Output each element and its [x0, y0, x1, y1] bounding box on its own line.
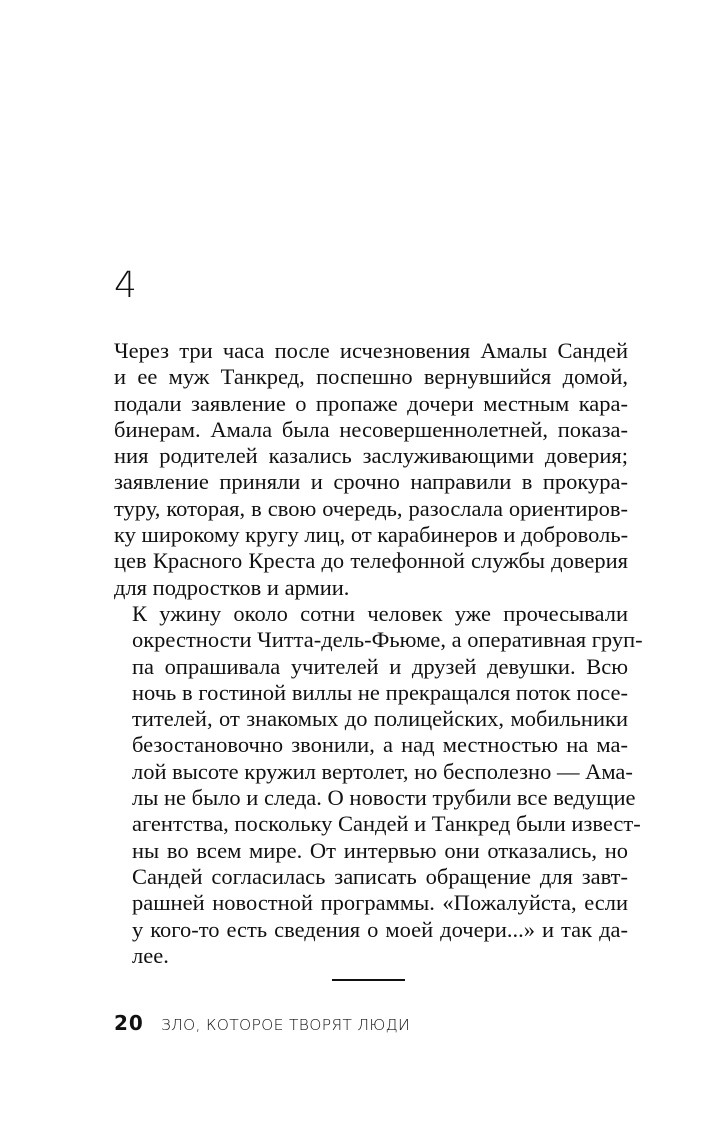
text-line: подали заявление о пропаже дочери местным кара-: [114, 390, 628, 416]
text-line: агентства, поскольку Сандей и Танкред были извест-: [132, 811, 641, 837]
text-line: лой высоте кружил вертолет, но бесполезно — Ама-: [132, 758, 633, 784]
text-line: ния родителей казались заслуживающими доверия;: [114, 443, 628, 469]
text-line: и ее муж Танкред, поспешно вернувшийся домой,: [114, 364, 628, 390]
page-footer: [114, 1011, 410, 1035]
text-line: для подростков и армии.: [114, 574, 350, 600]
text-line: бинерам. Амала была несовершеннолетней, показа-: [114, 416, 628, 442]
text-line: туру, которая, в свою очередь, разослала ориентиров-: [114, 495, 628, 521]
text-line: ночь в гостиной виллы не прекращался поток посе-: [132, 679, 628, 705]
page-number: 20: [114, 1011, 144, 1035]
text-line: у кого-то есть сведения о моей дочери...» и так да-: [132, 916, 628, 942]
text-line: безостановочно звонили, а над местностью на ма-: [132, 732, 628, 758]
text-line: ку широкому кругу лиц, от карабинеров и доброволь-: [114, 522, 629, 548]
text-line: тителей, от знакомых до полицейских, мобильники: [132, 706, 628, 732]
body-text: [114, 338, 643, 969]
text-line: лее.: [132, 942, 169, 968]
chapter-number: 4: [114, 265, 137, 306]
paragraph-1: [114, 338, 628, 601]
text-line: ны во всем мире. От интервью они отказались, но: [132, 837, 628, 863]
text-line: Через три часа после исчезновения Амалы Сандей: [114, 338, 628, 363]
text-line: рашней новостной программы. «Пожалуйста, если: [132, 890, 628, 916]
text-line: К ужину около сотни человек уже прочесывали: [132, 600, 628, 626]
paragraph-2: [114, 600, 643, 969]
text-line: цев Красного Креста до телефонной службы доверия: [114, 548, 628, 574]
text-line: па опрашивала учителей и друзей девушки. Всю: [132, 653, 628, 679]
running-title: ЗЛО, КОТОРОЕ ТВОРЯТ ЛЮДИ: [160, 1016, 410, 1034]
text-line: лы не было и следа. О новости трубили все ведущие: [132, 785, 636, 811]
section-divider: [332, 979, 405, 981]
text-line: Сандей согласилась записать обращение для завт-: [132, 863, 628, 889]
text-line: заявление приняли и срочно направили в прокура-: [114, 469, 628, 495]
text-line: окрестности Читта-дель-Фьюме, а оперативная груп-: [132, 627, 643, 653]
